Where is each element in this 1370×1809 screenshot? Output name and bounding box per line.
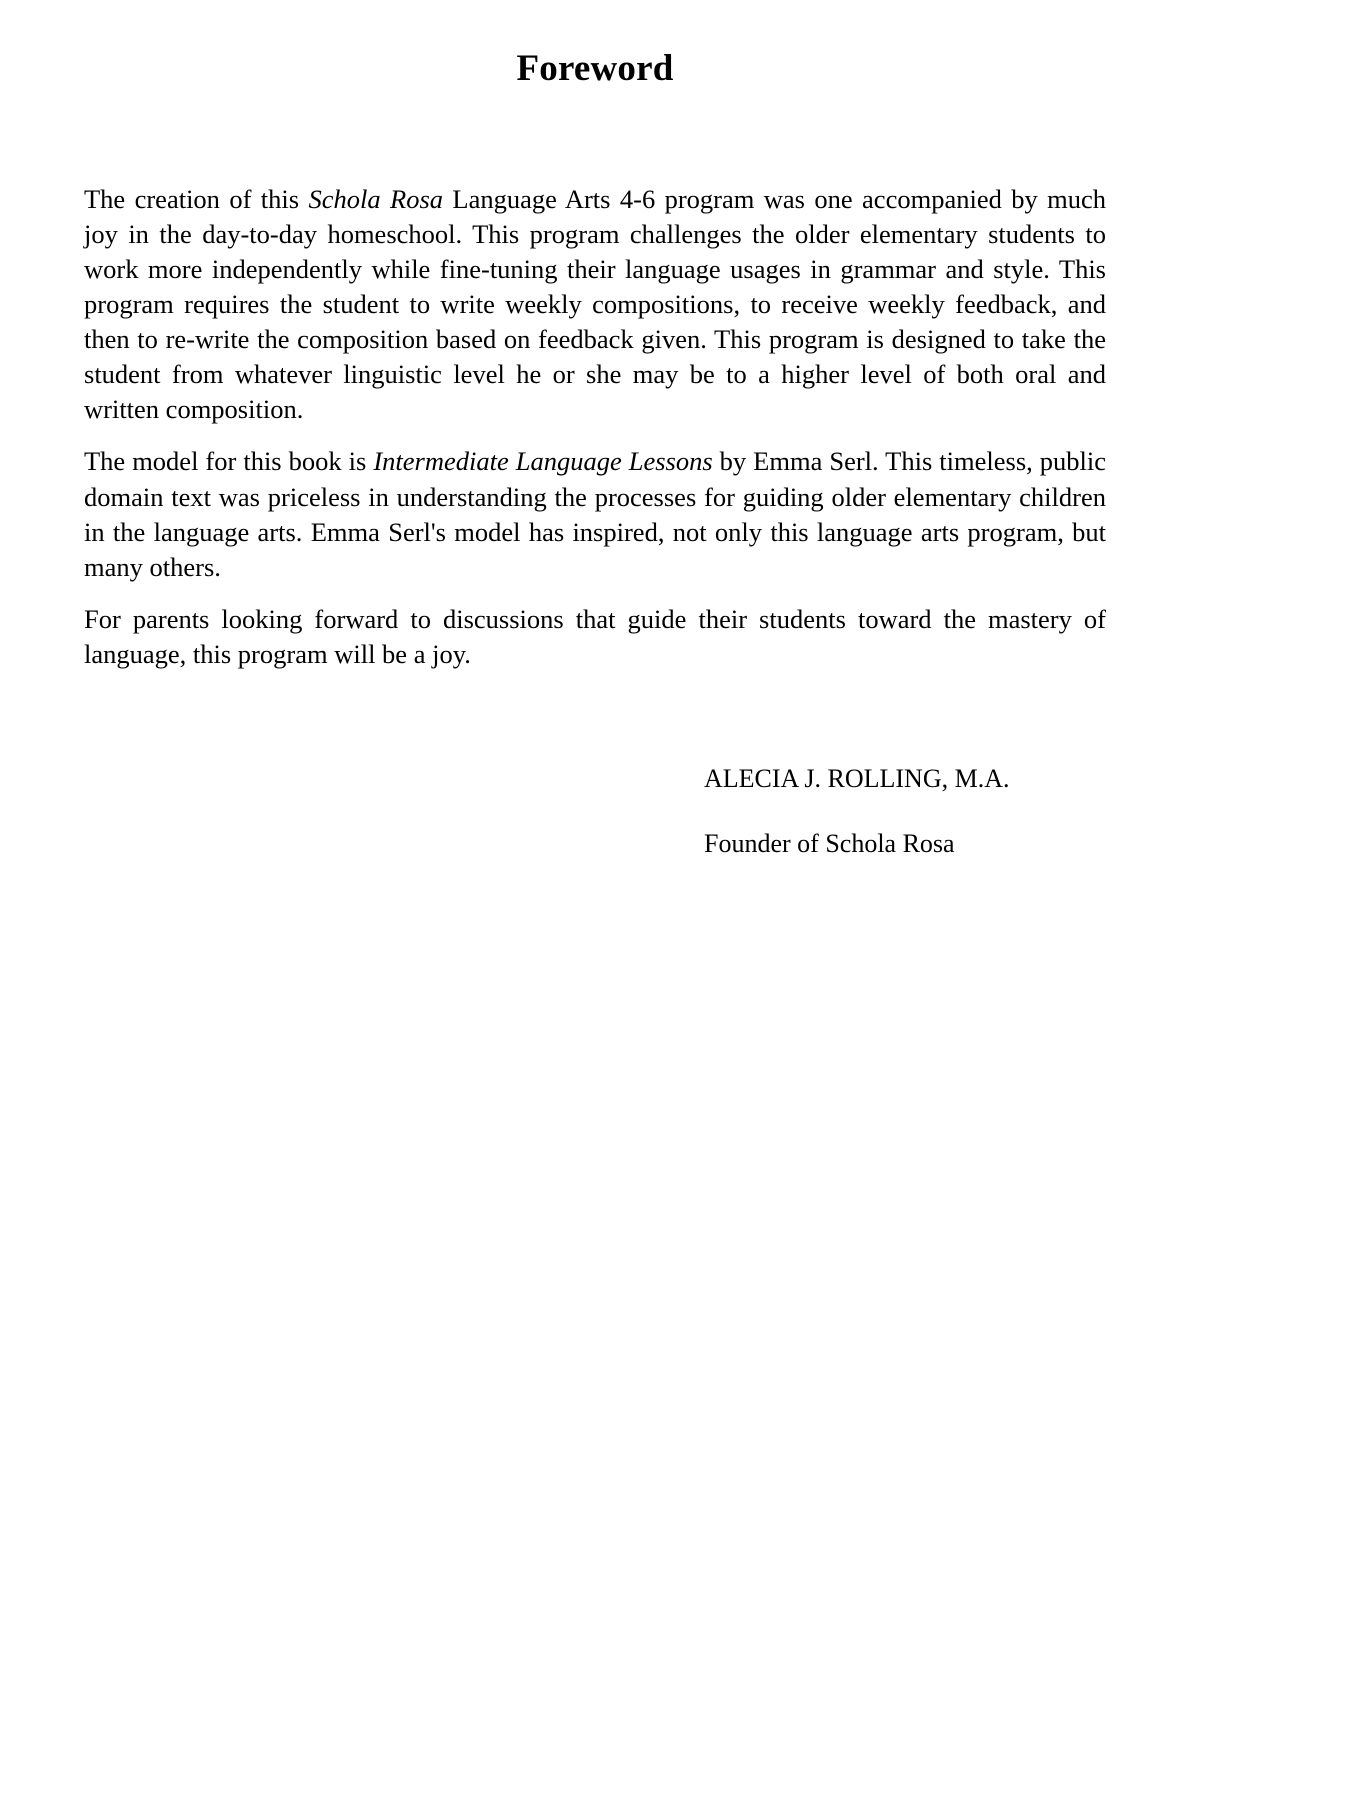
- signature-role: Founder of Schola Rosa: [704, 828, 955, 858]
- paragraph-1-text-2: Language Arts 4-6 program was one accompanied by much joy in the day-to-day homeschool. This program challenges the older elementary students to work more independently while fine-tuning their language usages in grammar and style. This program requires the student to write weekly compositions, to receive weekly feedback, and then to re-write the composition based on feedback given. This program is designed to take the student from whatever linguistic level he or she may be to a higher level of both oral and written composition.: [84, 183, 1106, 425]
- paragraph-2-text-0: The model for this book is: [84, 446, 374, 477]
- paragraph-2-text-2: by Emma Serl. This timeless, public domain text was priceless in understanding the processes for guiding older elementary children in the language arts. Emma Serl's model has inspired, not only this language arts program, but many others.: [84, 446, 1106, 582]
- page-title: Foreword: [516, 48, 674, 89]
- paragraph-1: [84, 182, 1106, 428]
- signature-block: [84, 762, 1106, 861]
- signature-name: ALECIA J. ROLLING, M.A.: [704, 764, 1010, 794]
- paragraph-3-text-0: For parents looking forward to discussions that guide their students toward the mastery of language, this program will be a joy.: [84, 603, 1106, 669]
- page-content: [84, 0, 1106, 861]
- paragraph-3: [84, 602, 1106, 672]
- paragraph-1-italic-1: Schola Rosa: [308, 183, 444, 214]
- paragraph-2-italic-1: Intermediate Language Lessons: [373, 446, 713, 477]
- paragraph-1-text-0: The creation of this: [84, 183, 309, 214]
- body-text: [84, 90, 1106, 672]
- paragraph-2: [84, 444, 1106, 584]
